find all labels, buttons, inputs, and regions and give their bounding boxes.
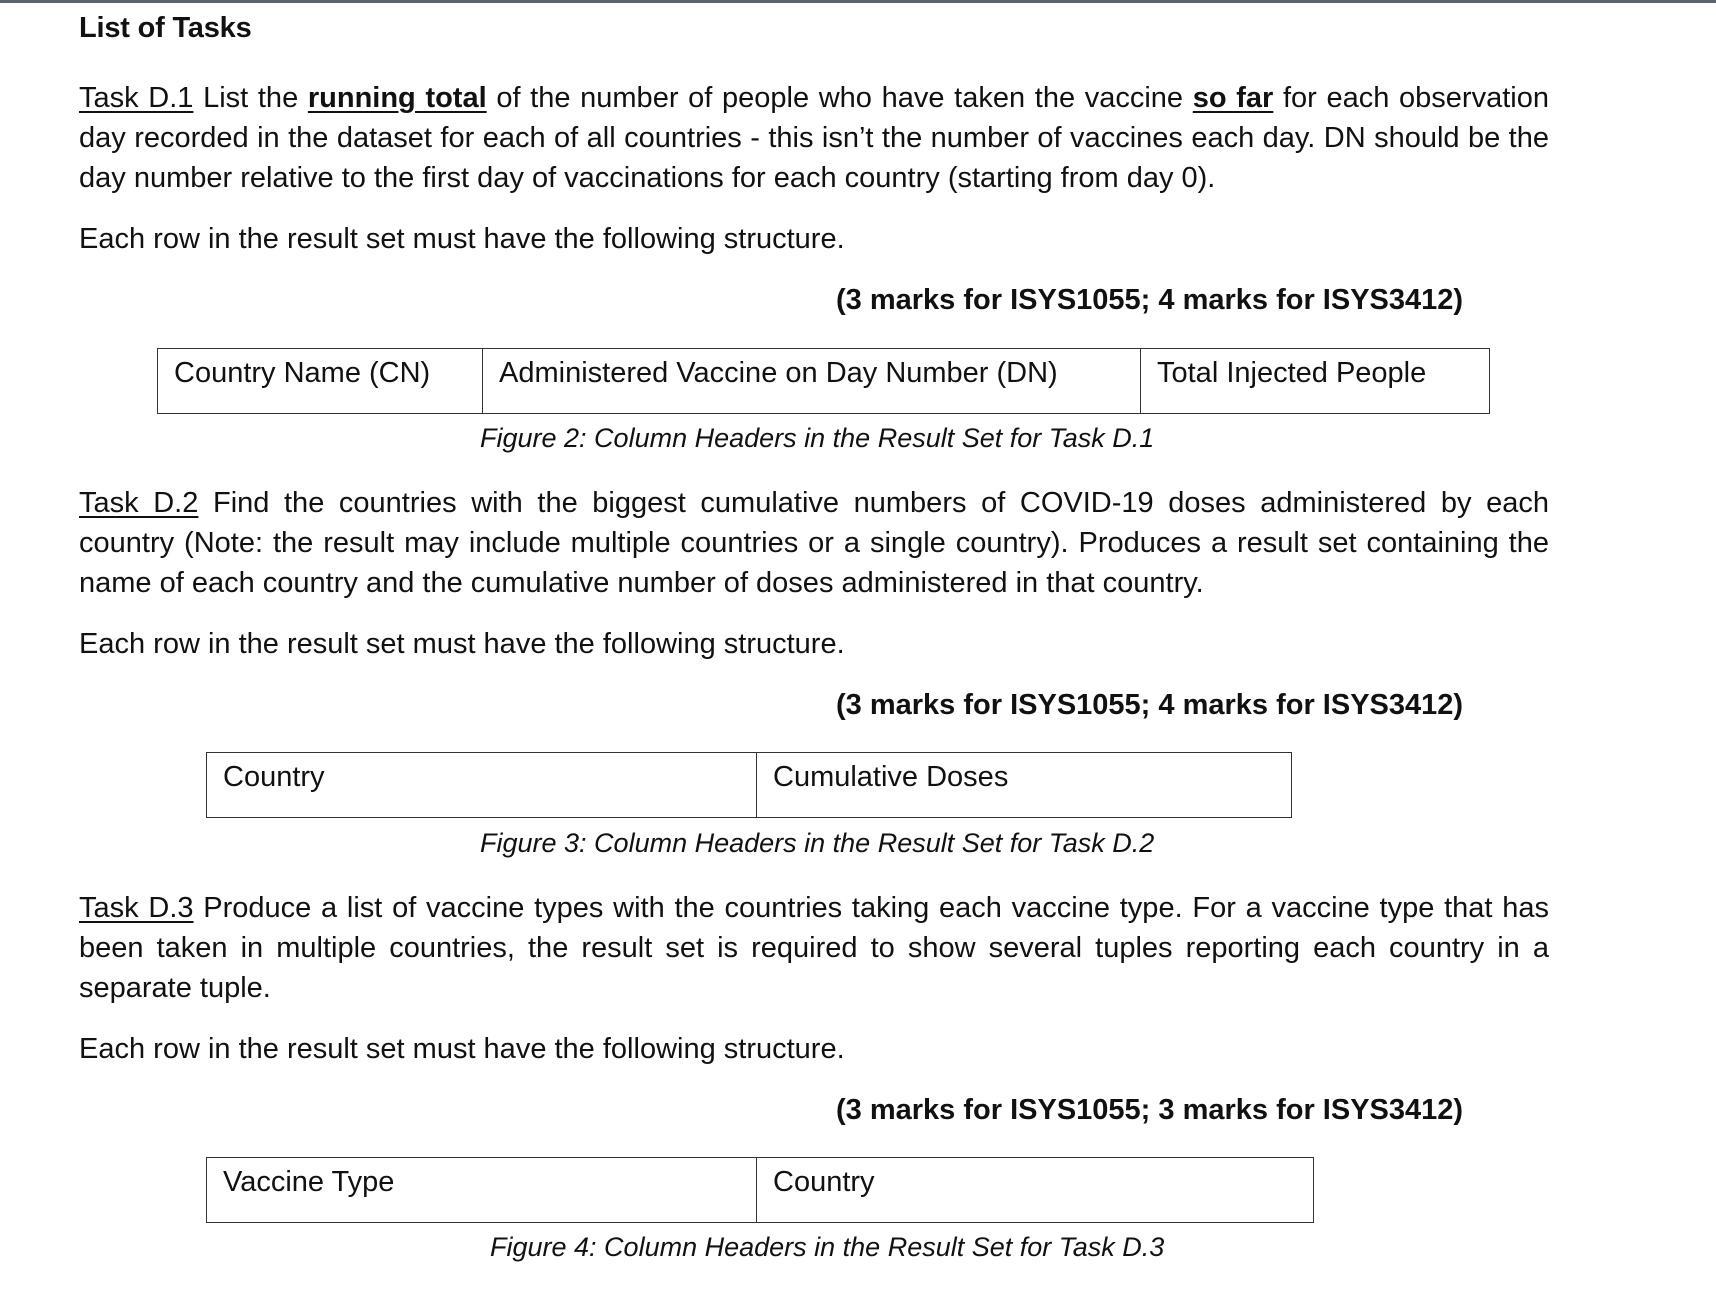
task-d3-text: Produce a list of vaccine types with the countries taking each vaccine type. For a vaccine type that has been taken in multiple countries, the result set is required to show several tuples reporting each country in a separate tuple. — [79, 892, 1549, 1004]
task-d1-column-table — [157, 348, 1490, 414]
table-row — [158, 349, 1490, 414]
task-d2-structure-note: Each row in the result set must have the following structure. — [79, 628, 845, 660]
column-header-day-number: Administered Vaccine on Day Number (DN) — [483, 349, 1141, 414]
task-d1-emphasis-running-total: running total — [307, 82, 487, 114]
column-header-country-name: Country Name (CN) — [158, 349, 483, 414]
top-border — [0, 0, 1716, 3]
task-d3-structure-note: Each row in the result set must have the following structure. — [79, 1033, 845, 1065]
task-d3-marks: (3 marks for ISYS1055; 3 marks for ISYS3412) — [836, 1094, 1464, 1126]
task-d1-structure-note: Each row in the result set must have the following structure. — [79, 223, 845, 255]
column-header-total-injected: Total Injected People — [1141, 349, 1490, 414]
column-header-vaccine-type: Vaccine Type — [207, 1158, 757, 1223]
figure-2-caption: Figure 2: Column Headers in the Result Set for Task D.1 — [480, 423, 1155, 453]
task-d1-text-3: for each observation day recorded in the dataset for each of all countries - this isn’t the number of vaccines each day. DN should be the day number relative to the first day of vaccinations for each country (starting from day 0). — [79, 82, 1549, 194]
table-row — [207, 753, 1292, 818]
task-d1-text-2: of the number of people who have taken the vaccine — [486, 82, 1193, 114]
task-d2-text: Find the countries with the biggest cumulative numbers of COVID-19 doses administered by each country (Note: the result may include multiple countries or a single country). Produces a result set containing the name of each country and the cumulative number of doses administered in that country. — [79, 487, 1549, 599]
task-d1-marks: (3 marks for ISYS1055; 4 marks for ISYS3412) — [836, 284, 1464, 316]
task-d2-marks: (3 marks for ISYS1055; 4 marks for ISYS3412) — [836, 689, 1464, 721]
task-d1-emphasis-so-far: so far — [1192, 82, 1274, 114]
column-header-country: Country — [207, 753, 757, 818]
task-d1-id: Task D.1 — [79, 82, 194, 114]
task-d1-description — [79, 78, 1549, 198]
column-header-cumulative-doses: Cumulative Doses — [757, 753, 1292, 818]
task-d2-column-table — [206, 752, 1292, 818]
task-d2-id: Task D.2 — [79, 487, 199, 519]
figure-4-caption: Figure 4: Column Headers in the Result Set for Task D.3 — [490, 1232, 1165, 1262]
task-d3-id: Task D.3 — [79, 892, 194, 924]
task-d3-description — [79, 888, 1549, 1008]
task-d3-column-table — [206, 1157, 1314, 1223]
page-title: List of Tasks — [79, 12, 252, 44]
task-d1-text-1: List the — [193, 82, 308, 114]
task-d2-description — [79, 483, 1549, 603]
column-header-country: Country — [757, 1158, 1314, 1223]
table-row — [207, 1158, 1314, 1223]
figure-3-caption: Figure 3: Column Headers in the Result Set for Task D.2 — [480, 828, 1155, 858]
